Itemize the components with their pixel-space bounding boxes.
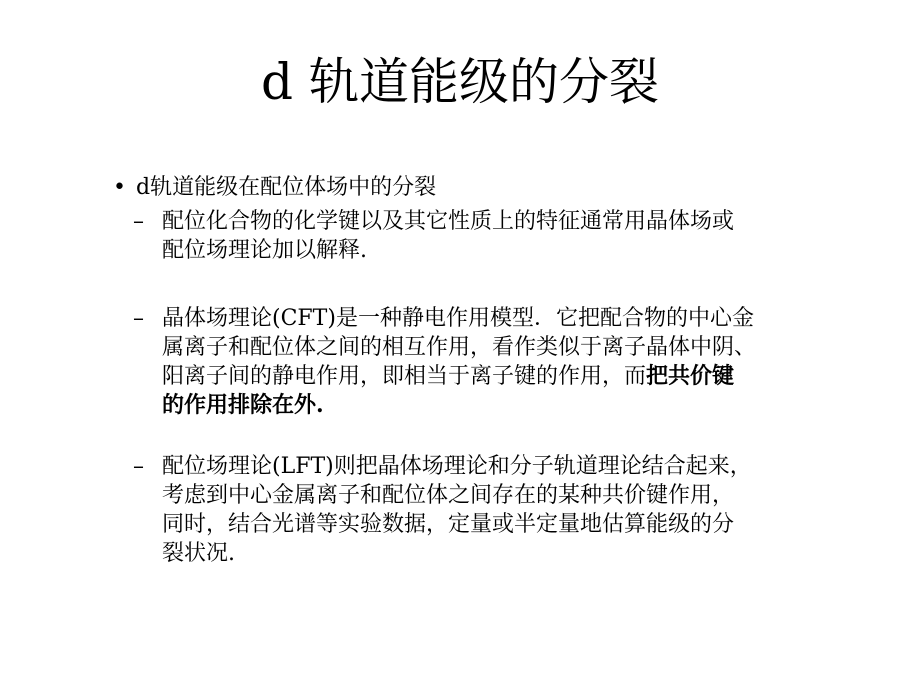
subpoint-line: 配位场理论(LFT)则把晶体场理论和分子轨道理论结合起来，: [162, 454, 752, 479]
subpoint-line: 同时，结合光谱等实验数据，定量或半定量地估算能级的分: [162, 512, 735, 537]
dash-marker: –: [133, 306, 144, 331]
bullet-text: d轨道能级在配位体场中的分裂: [136, 175, 437, 200]
subpoint-line: 晶体场理论(CFT)是一种静电作用模型．它把配合物的中心金: [162, 306, 754, 331]
subpoint-line: [162, 362, 852, 391]
dash-marker: –: [133, 454, 144, 479]
bullet-marker: •: [113, 175, 126, 200]
subpoint-line: 裂状况.: [162, 541, 235, 566]
subpoint-line-end: .: [316, 392, 324, 418]
slide-title: d 轨道能级的分裂: [261, 53, 659, 111]
bold-emphasis: 的作用排除在外: [162, 392, 317, 418]
subpoint-line: 配位场理论加以解释.: [162, 238, 367, 263]
subpoint-line: [162, 391, 852, 420]
subpoint-line: 考虑到中心金属离子和配位体之间存在的某种共价键作用，: [162, 483, 735, 508]
bold-emphasis: 把共价键: [646, 363, 735, 389]
subpoint-line: 配位化合物的化学键以及其它性质上的特征通常用晶体场或: [162, 209, 735, 234]
subpoint-line-text: 阳离子间的静电作用，即相当于离子键的作用，而: [162, 364, 647, 389]
subpoint-line: 属离子和配位体之间的相互作用，看作类似于离子晶体中阴、: [162, 335, 757, 360]
dash-marker: –: [133, 209, 144, 234]
